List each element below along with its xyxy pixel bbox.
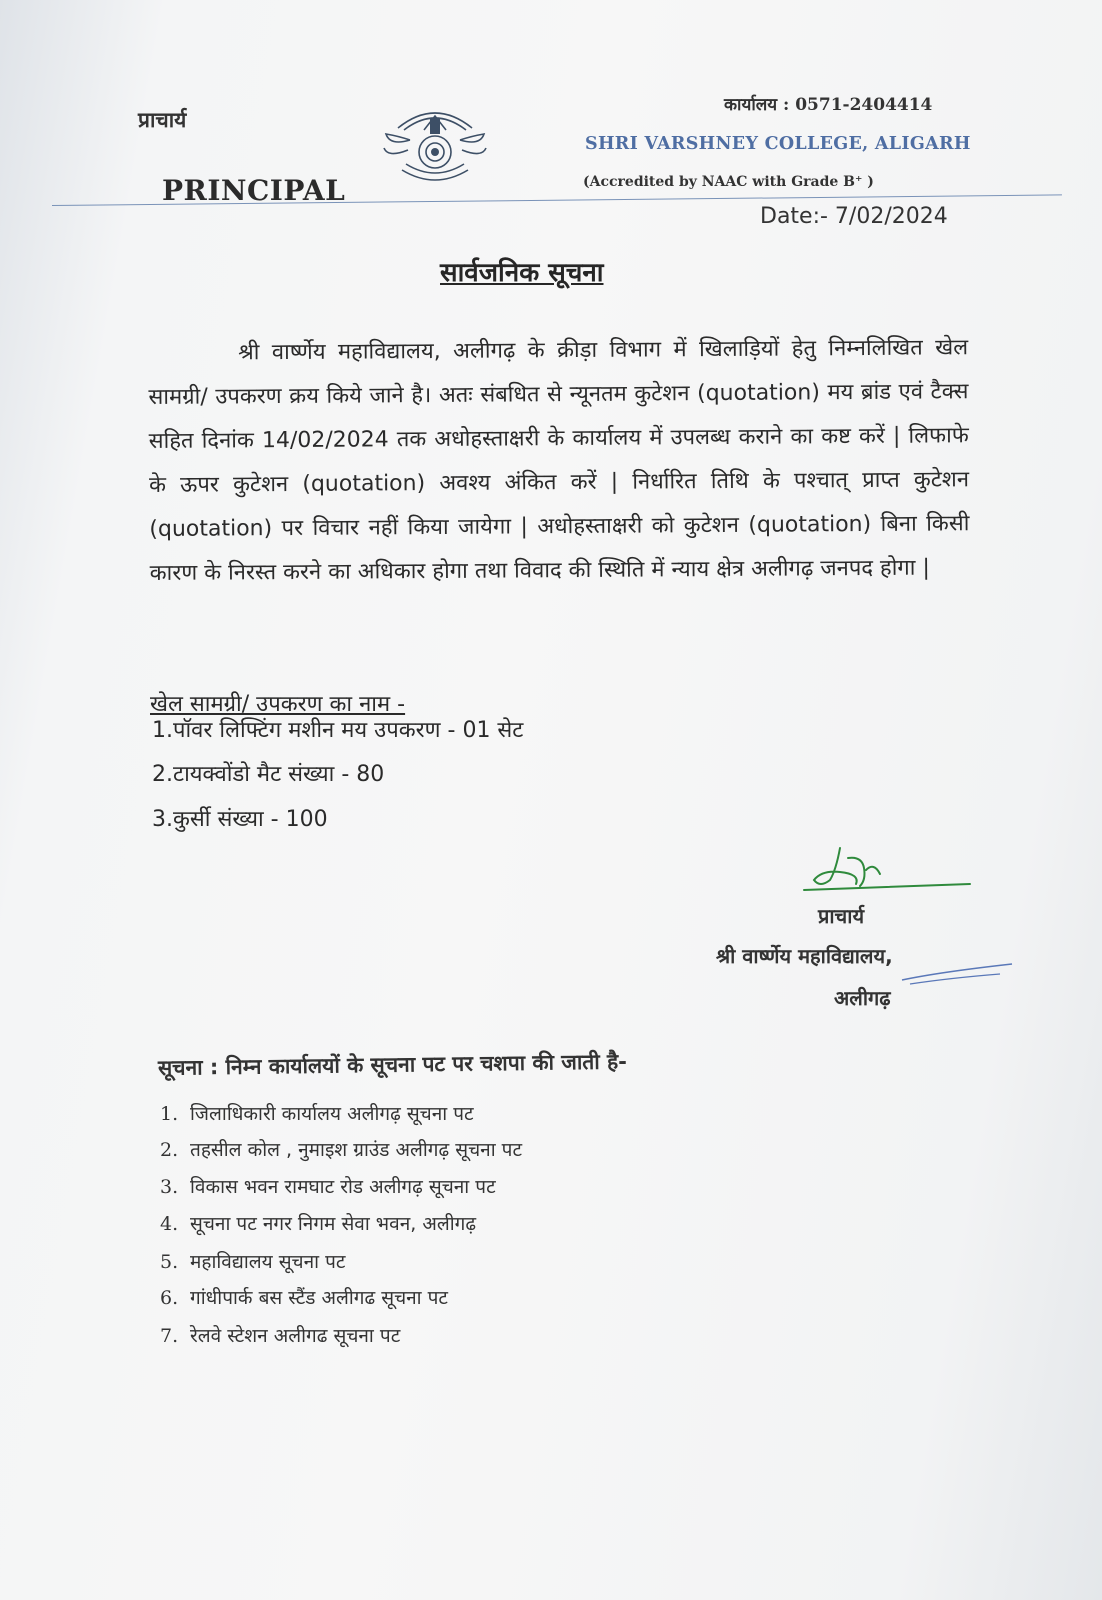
accreditation-text: (Accredited by NAAC with Grade B⁺ ) <box>583 174 874 190</box>
signature-city: अलीगढ़ <box>834 986 891 1010</box>
notice-paragraph: श्री वार्ष्णेय महाविद्यालय, अलीगढ़ के क्रीड़ा विभाग में खिलाड़ियों हेतु निम्नलिखित खेल सामग्री/ उपकरण क्रय किये जाने है। अतः संबधित से न्यूनतम कुटेशन (quotation) मय ब्रांड एवं टैक्स सहित दिनांक 14/02/2024 तक अधोहस्ताक्षरी के कार्यालय में उपलब्ध कराने का कष्ट करें | लिफाफे के ऊपर कुटेशन (quotation) अवश्य अंकित करें | निर्धारित तिथि के पश्चात् प्राप्त कुटेशन (quotation) पर विचार नहीं किया जायेगा | अधोहस्ताक्षरी को कुटेशन (quotation) बिना किसी कारण के निरस्त करने का अधिकार होगा तथा विवाद की स्थिति में न्याय क्षेत्र अलीगढ़ जनपद होगा | <box>148 335 970 586</box>
notice-title: सार्वजनिक सूचना <box>440 258 604 288</box>
principal-label-english: PRINCIPAL <box>162 174 346 207</box>
distribution-heading: सूचना : निम्न कार्यालयों के सूचना पट पर चशपा की जाती है- <box>157 1049 628 1080</box>
principal-signature-icon <box>800 840 980 900</box>
notice-date: Date:- 7/02/2024 <box>760 204 948 229</box>
items-heading: खेल सामग्री/ उपकरण का नाम - <box>150 692 406 717</box>
distribution-item: 7. रेलवे स्टेशन अलीगढ सूचना पट <box>160 1325 401 1347</box>
distribution-item: 4. सूचना पट नगर निगम सेवा भवन, अलीगढ़ <box>160 1213 477 1235</box>
distribution-item: 2. तहसील कोल , नुमाइश ग्राउंड अलीगढ़ सूचना पट <box>160 1139 523 1161</box>
signature-title: प्राचार्य <box>818 904 865 928</box>
distribution-item: 6. गांधीपार्क बस स्टैंड अलीगढ सूचना पट <box>160 1287 449 1309</box>
notice-body <box>148 326 970 596</box>
signature-flourish-icon <box>900 958 1016 988</box>
principal-label-hindi: प्राचार्य <box>138 108 187 132</box>
distribution-item: 5. महाविद्यालय सूचना पट <box>160 1251 346 1273</box>
college-emblem-icon <box>380 100 490 186</box>
college-name: SHRI VARSHNEY COLLEGE, ALIGARH <box>585 134 971 154</box>
item-chairs: 3.कुर्सी संख्या - 100 <box>152 807 328 832</box>
signature-college: श्री वार्ष्णेय महाविद्यालय, <box>716 944 893 968</box>
item-power-lifting: 1.पॉवर लिफ्टिंग मशीन मय उपकरण - 01 सेट <box>152 718 524 743</box>
office-phone: कार्यालय : 0571-2404414 <box>724 95 933 115</box>
distribution-item: 1. जिलाधिकारी कार्यालय अलीगढ़ सूचना पट <box>160 1103 474 1125</box>
item-taekwondo-mat: 2.टायक्वोंडो मैट संख्या - 80 <box>152 762 385 787</box>
distribution-item: 3. विकास भवन रामघाट रोड अलीगढ़ सूचना पट <box>160 1176 496 1198</box>
